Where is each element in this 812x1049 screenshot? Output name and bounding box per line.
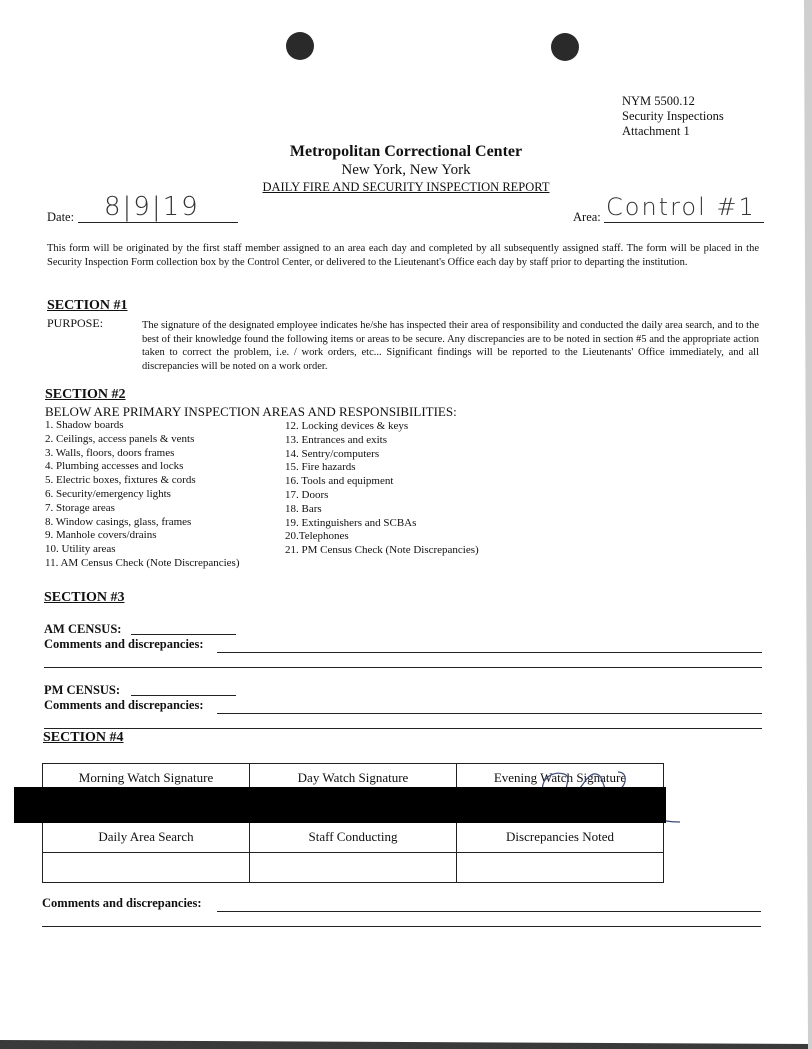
date-label: Date: xyxy=(47,210,75,224)
list-item: 2. Ceilings, access panels & vents xyxy=(45,432,195,445)
section3-heading: SECTION #3 xyxy=(44,590,125,605)
am-comments-field[interactable] xyxy=(217,652,762,653)
doc-ref-attachment: Attachment 1 xyxy=(622,124,690,138)
list-item: 18. Bars xyxy=(285,502,322,515)
staff-conducting-cell[interactable] xyxy=(250,853,457,883)
pm-comments-field[interactable] xyxy=(217,713,762,714)
list-item: 11. AM Census Check (Note Discrepancies) xyxy=(45,556,240,569)
section1-heading: SECTION #1 xyxy=(47,298,128,313)
report-title: DAILY FIRE AND SECURITY INSPECTION REPORT xyxy=(262,180,550,194)
purpose-label: PURPOSE: xyxy=(47,316,104,330)
list-item: 12. Locking devices & keys xyxy=(285,420,409,432)
pm-comments-label: Comments and discrepancies: xyxy=(44,698,204,712)
list-item: 6. Security/emergency lights xyxy=(45,487,171,500)
section4-comments-label: Comments and discrepancies: xyxy=(42,896,202,910)
section2-heading: SECTION #2 xyxy=(45,387,126,402)
area-underline xyxy=(604,222,764,223)
intro-text: This form will be originated by the first staff member assigned to an area each day and completed by all subsequently assigned staff. The form will be placed in the Security Inspection Form collection box by the Control Center, or delivered to the Lieutenant's Office each day by staff prior to departing the institution. xyxy=(47,243,759,268)
date-value[interactable]: 8|9|19 xyxy=(104,192,200,222)
date-underline xyxy=(78,222,238,223)
list-item: 16. Tools and equipment xyxy=(285,475,394,488)
institution-city: New York, New York xyxy=(341,162,471,178)
morning-watch-header: Morning Watch Signature xyxy=(43,764,250,792)
pm-census-field[interactable] xyxy=(131,695,236,696)
list-item: 3. Walls, floors, doors frames xyxy=(45,446,175,459)
doc-ref-number: NYM 5500.12 xyxy=(622,94,695,108)
am-census-field[interactable] xyxy=(131,634,236,635)
list-item: 5. Electric boxes, fixtures & cords xyxy=(45,474,196,487)
title-block xyxy=(240,142,572,195)
daily-area-search-cell[interactable] xyxy=(43,853,250,883)
doc-ref-title: Security Inspections xyxy=(622,109,724,123)
pm-census-label: PM CENSUS: xyxy=(44,683,121,697)
evening-watch-header: Evening Watch Signature xyxy=(457,764,664,792)
redaction-bar xyxy=(14,787,666,823)
list-item: 8. Window casings, glass, frames xyxy=(45,515,192,528)
day-watch-header: Day Watch Signature xyxy=(250,764,457,792)
area-value[interactable]: Control #1 xyxy=(606,193,756,221)
area-label: Area: xyxy=(573,210,601,224)
doc-reference xyxy=(622,94,724,139)
purpose-text: The signature of the designated employee indicates he/she has inspected their area of responsibility and conducted the daily area search, and to the best of their knowledge found the following items or areas to be secure. Any discrepancies are to be noted in section #5 and the appropriate action taken to correct the problem, i.e. / work orders, etc... Significant findings will be reported to the Lieutenants' Office immediately, and all discrepancies will be noted on a work order. xyxy=(142,320,759,372)
list-item: 10. Utility areas xyxy=(45,543,116,556)
list-item: 15. Fire hazards xyxy=(285,461,356,474)
section4-heading: SECTION #4 xyxy=(43,730,124,745)
discrepancies-noted-header: Discrepancies Noted xyxy=(457,822,664,853)
am-census-label: AM CENSUS: xyxy=(44,622,122,636)
list-item: 20.Telephones xyxy=(285,530,349,543)
section4-comments-field-line2[interactable] xyxy=(42,926,761,927)
list-item: 1. Shadow boards xyxy=(45,419,124,431)
am-comments-label: Comments and discrepancies: xyxy=(44,637,204,651)
daily-area-search-header: Daily Area Search xyxy=(43,822,250,853)
list-item: 17. Doors xyxy=(285,488,329,501)
section2-intro: BELOW ARE PRIMARY INSPECTION AREAS AND RESPONSIBILITIES: xyxy=(45,404,457,419)
list-item: 13. Entrances and exits xyxy=(285,433,388,446)
section4-comments-field[interactable] xyxy=(217,911,761,912)
institution-name: Metropolitan Correctional Center xyxy=(289,143,523,160)
punch-hole-left xyxy=(286,32,314,60)
inspection-list-right xyxy=(285,420,479,558)
list-item: 14. Sentry/computers xyxy=(285,447,380,460)
list-item: 9. Manhole covers/drains xyxy=(45,529,157,542)
list-item: 4. Plumbing accesses and locks xyxy=(45,460,184,473)
punch-hole-right xyxy=(551,33,579,61)
list-item: 19. Extinguishers and SCBAs xyxy=(285,516,417,529)
staff-conducting-header: Staff Conducting xyxy=(250,822,457,853)
am-comments-field-line2[interactable] xyxy=(44,667,762,668)
list-item: 21. PM Census Check (Note Discrepancies) xyxy=(285,544,479,557)
discrepancies-noted-cell[interactable] xyxy=(457,853,664,883)
list-item: 7. Storage areas xyxy=(45,501,115,514)
pm-comments-field-line2[interactable] xyxy=(44,728,762,729)
inspection-list-left xyxy=(45,419,240,571)
